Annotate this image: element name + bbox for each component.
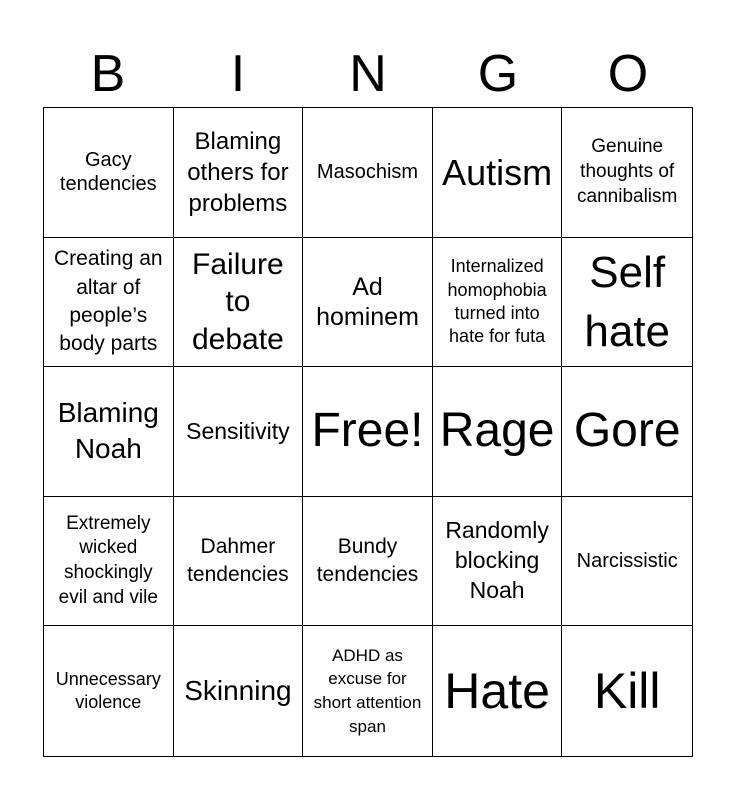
bingo-cell[interactable] (562, 238, 692, 368)
header-letter-g: G (477, 45, 519, 103)
header-letter-o: O (607, 45, 649, 103)
bingo-cell-text: Hate (444, 662, 550, 719)
bingo-cell-text: Sensitivity (186, 417, 290, 444)
bingo-cell-text: Autism (442, 151, 553, 193)
bingo-cell-text: Internalized homophobia turned into hate for futa (447, 256, 547, 347)
bingo-cell-text: Masochism (316, 161, 419, 184)
bingo-cell[interactable] (303, 108, 433, 238)
bingo-cell-text: Unnecessary violence (55, 668, 161, 713)
free-space-text: Free! (311, 404, 424, 458)
bingo-cell-text: ADHD as excuse for short attention span (313, 645, 422, 736)
bingo-cell[interactable] (303, 238, 433, 368)
header-letter-n: N (349, 45, 387, 103)
bingo-cell[interactable] (174, 497, 304, 627)
bingo-cell-text: Gacy tendencies (59, 149, 157, 196)
bingo-cell-text: Skinning (184, 675, 292, 706)
bingo-cell-text: Self hate (584, 247, 671, 356)
bingo-cell[interactable] (174, 238, 304, 368)
bingo-cell-text: Genuine thoughts of cannibalism (577, 136, 678, 207)
bingo-cell-text: Extremely wicked shockingly evil and vile (58, 512, 158, 608)
bingo-cell[interactable] (44, 626, 174, 756)
header-letter-b: B (90, 45, 126, 103)
bingo-header (43, 42, 693, 106)
bingo-cell[interactable] (303, 626, 433, 756)
bingo-cell[interactable] (433, 108, 563, 238)
bingo-cell[interactable] (562, 108, 692, 238)
bingo-cell[interactable] (174, 626, 304, 756)
bingo-cell[interactable] (562, 367, 692, 497)
bingo-cell-text: Bundy tendencies (316, 534, 419, 587)
bingo-cell[interactable] (44, 238, 174, 368)
bingo-cell-text: Rage (439, 404, 555, 458)
bingo-cell[interactable] (562, 497, 692, 627)
bingo-cell[interactable] (562, 626, 692, 756)
bingo-cell[interactable] (44, 367, 174, 497)
bingo-cell[interactable] (174, 108, 304, 238)
bingo-cell-text: Blaming Noah (57, 397, 159, 465)
bingo-cell[interactable] (433, 238, 563, 368)
bingo-cell[interactable] (433, 497, 563, 627)
bingo-cell-text: Dahmer tendencies (187, 534, 289, 587)
bingo-cell-text: Failure to debate (192, 247, 284, 356)
bingo-cell-text: Narcissistic (576, 550, 678, 573)
bingo-cell[interactable] (44, 497, 174, 627)
bingo-cell-text: Gore (573, 404, 681, 458)
bingo-cell[interactable] (433, 626, 563, 756)
bingo-cell[interactable] (303, 497, 433, 627)
bingo-cell-text: Kill (593, 662, 661, 719)
bingo-cell[interactable] (174, 367, 304, 497)
bingo-cell[interactable] (433, 367, 563, 497)
free-space-cell[interactable] (303, 367, 433, 497)
bingo-cell-text: Randomly blocking Noah (445, 517, 549, 604)
bingo-cell[interactable] (44, 108, 174, 238)
bingo-cell-text: Ad hominem (316, 272, 419, 331)
header-letter-i: I (230, 45, 246, 103)
bingo-board (43, 107, 693, 757)
bingo-cell-text: Creating an altar of people’s body parts (54, 247, 163, 356)
bingo-cell-text: Blaming others for problems (187, 127, 289, 217)
